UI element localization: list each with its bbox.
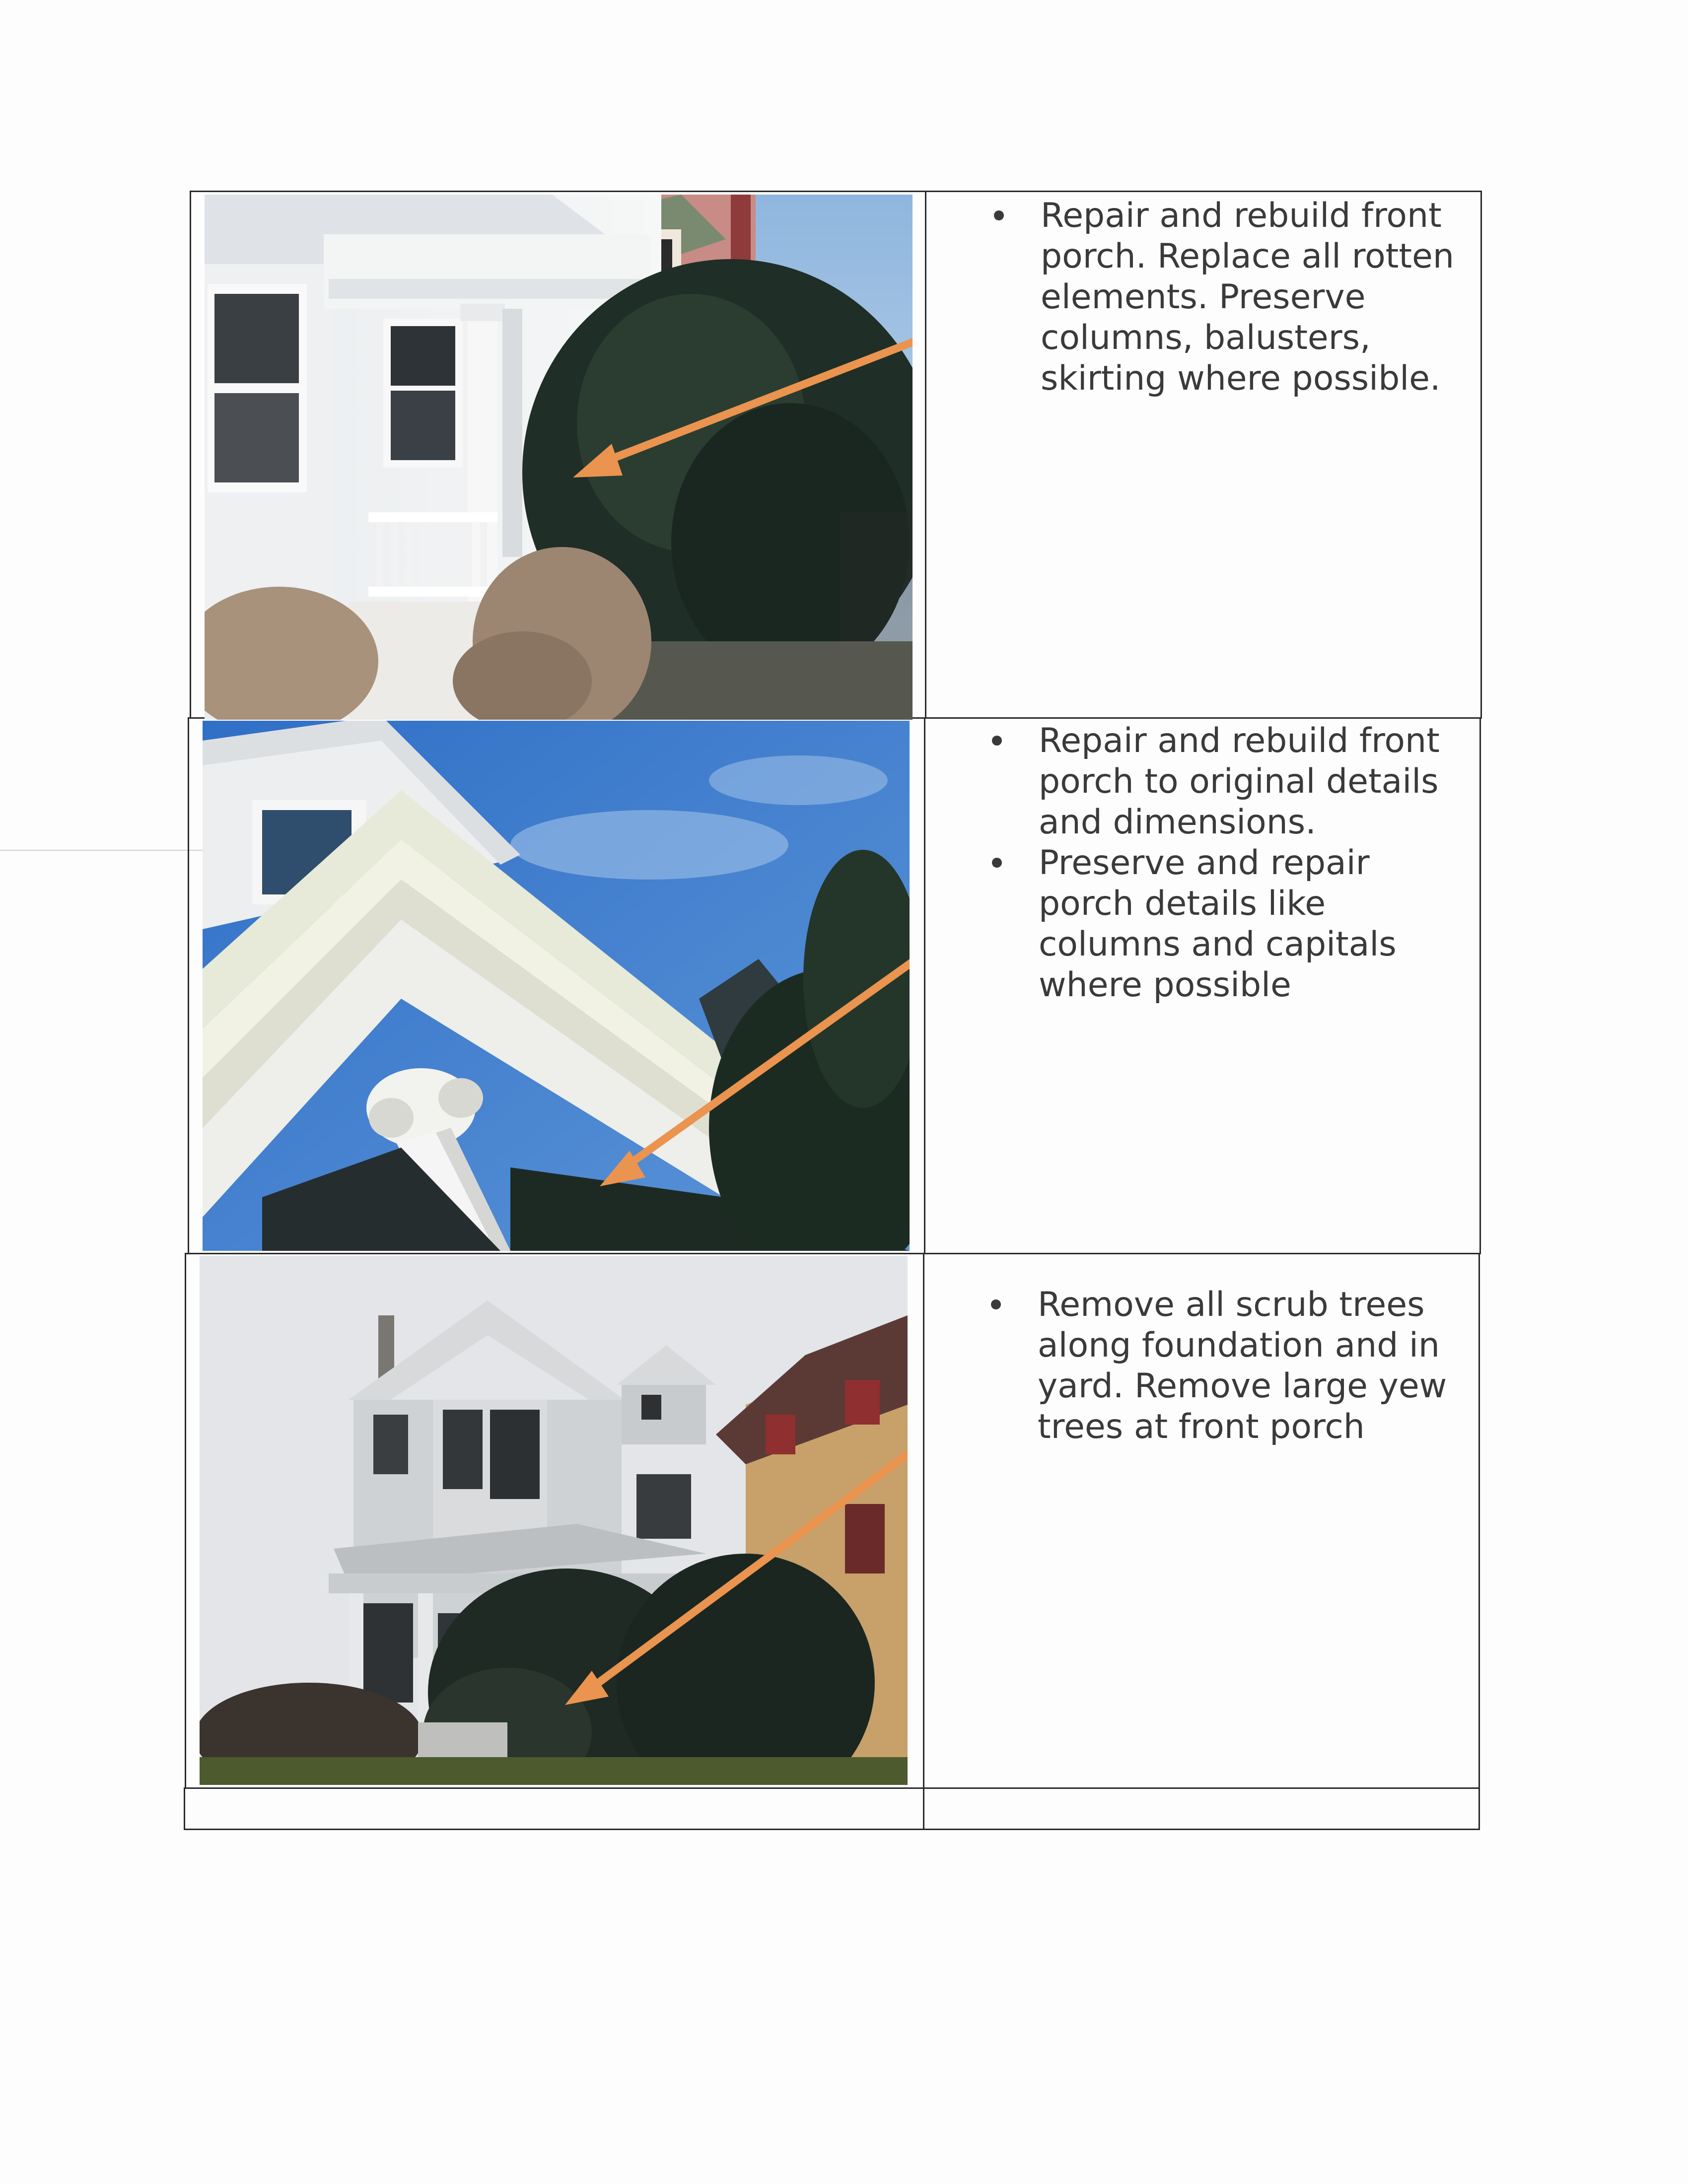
row-2-bullet-list — [980, 721, 1472, 1006]
row-3-note-text: Remove all scrub trees along foundation and in yard. Remove large yew trees at front porch — [1038, 1285, 1447, 1446]
row-2-bullet-item-1 — [980, 721, 1472, 843]
bullet-icon — [992, 858, 1002, 868]
row-3-bullet-item — [979, 1285, 1471, 1447]
row-2-bullet-item-2 — [980, 843, 1472, 1006]
porch-roof-capital-photo — [203, 721, 910, 1251]
row-2-note-text-1: Repair and rebuild front porch to original details and dimensions. — [1039, 721, 1440, 842]
row-2-notes — [980, 721, 1472, 1006]
house-facade-yew-trees-photo — [200, 1256, 908, 1785]
row-3-bullet-list — [979, 1285, 1471, 1447]
row-3-notes — [979, 1285, 1471, 1447]
bullet-icon — [991, 1299, 1001, 1309]
row-1-notes — [982, 196, 1474, 399]
bullet-icon — [992, 736, 1002, 746]
porch-columns-photo — [205, 195, 913, 720]
row-1-bullet-item — [982, 196, 1474, 399]
empty-cell-right — [923, 1787, 1480, 1830]
bullet-icon — [994, 210, 1004, 220]
row-2-note-text-2: Preserve and repair porch details like columns and capitals where possible — [1039, 843, 1397, 1005]
row-1-note-text: Repair and rebuild front porch. Replace all rotten elements. Preserve columns, balusters, skirting where possible. — [1041, 196, 1454, 398]
row-1-bullet-list — [982, 196, 1474, 399]
empty-cell-left — [184, 1787, 924, 1830]
